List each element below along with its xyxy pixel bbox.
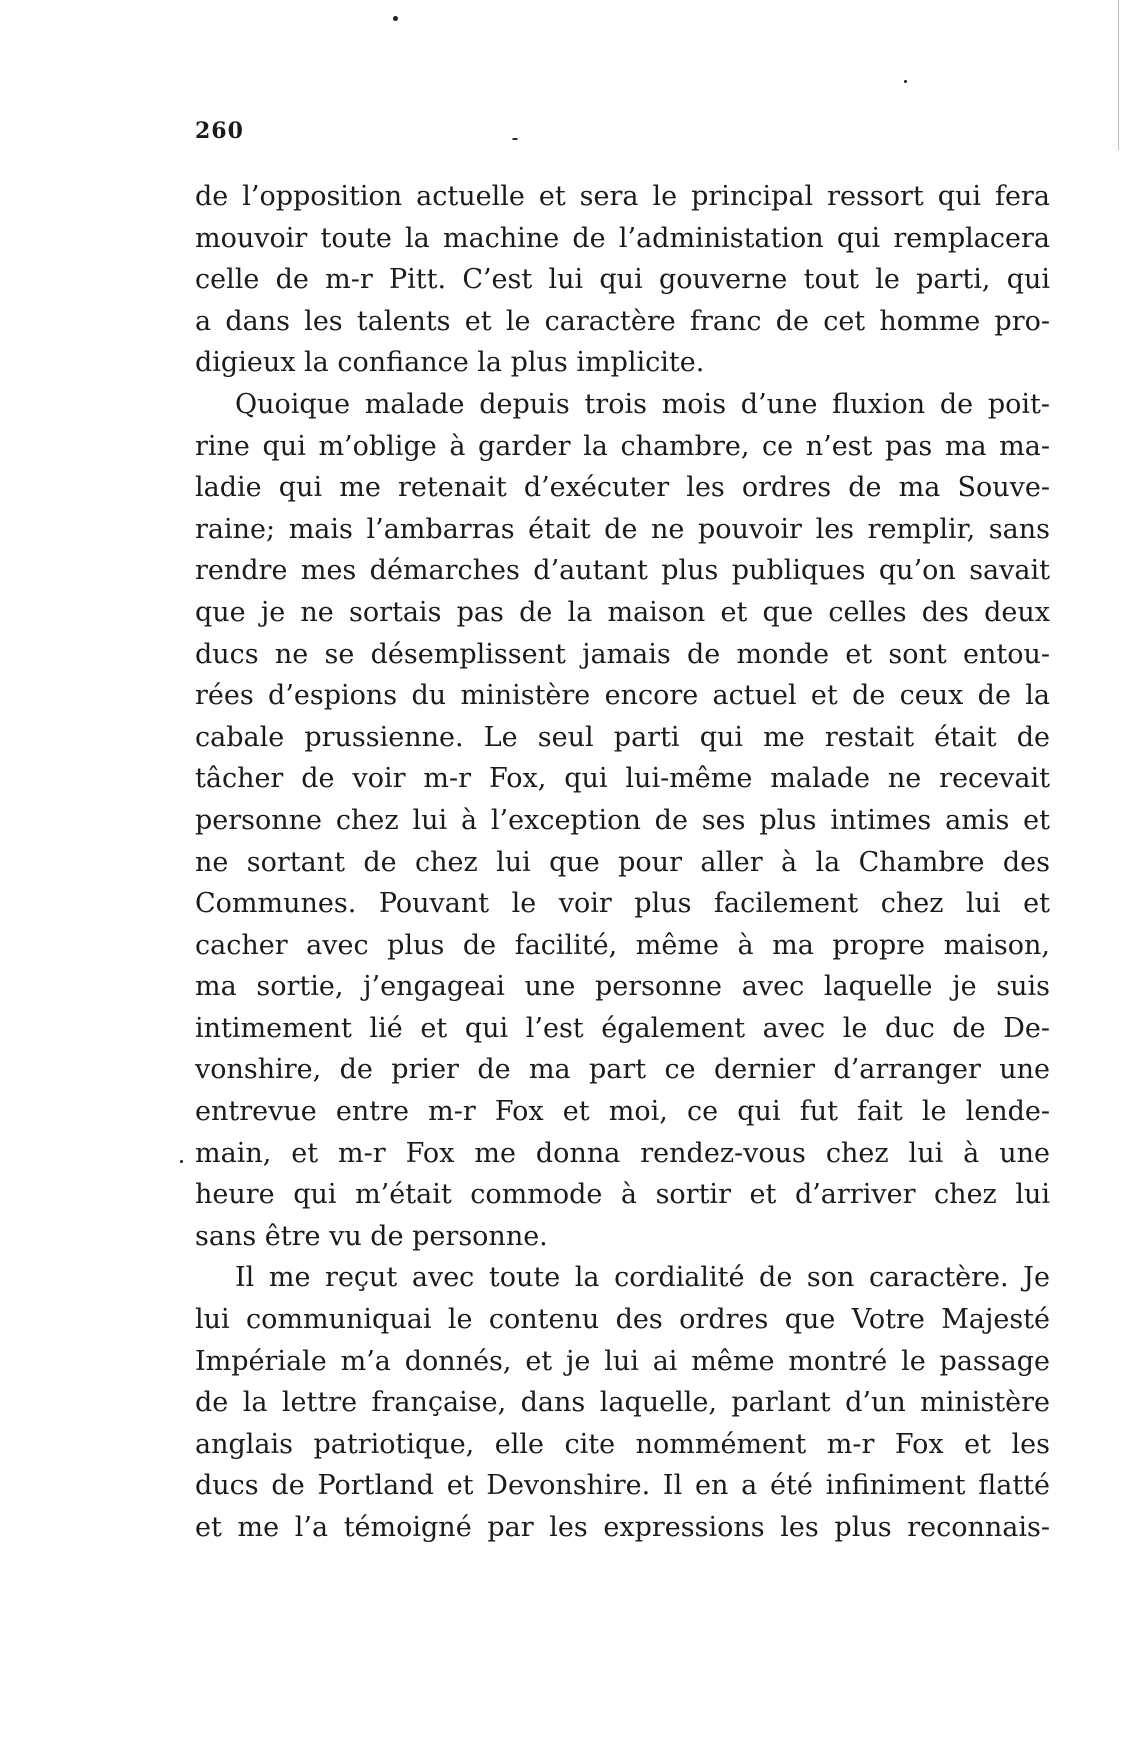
text-line: intimement lié et qui l’est également avec le duc de De- [195, 1012, 1050, 1044]
text-line: rendre mes démarches d’autant plus publiques qu’on savait [195, 555, 1050, 587]
print-speck [180, 1160, 183, 1163]
text-line: personne chez lui à l’exception de ses plus intimes amis et [195, 804, 1050, 836]
text-line: ne sortant de chez lui que pour aller à la Chambre des [195, 846, 1050, 878]
text-line: sans être vu de personne. [195, 1220, 548, 1252]
text-line: raine; mais l’ambarras était de ne pouvoir les remplir, sans [195, 513, 1050, 545]
text-line: heure qui m’était commode à sortir et d’arriver chez lui [195, 1179, 1050, 1211]
text-line: Impériale m’a donnés, et je lui ai même montré le passage [195, 1345, 1050, 1377]
text-line: de la lettre française, dans laquelle, parlant d’un ministère [195, 1387, 1050, 1419]
print-speck [393, 16, 398, 21]
print-speck [904, 80, 907, 83]
text-line: celle de m-r Pitt. C’est lui qui gouverne tout le parti, qui [195, 264, 1050, 296]
text-line: et me l’a témoigné par les expressions les plus reconnais- [195, 1512, 1050, 1543]
text-line: ducs ne se désemplissent jamais de monde et sont entou- [195, 638, 1050, 670]
text-line: Il me reçut avec toute la cordialité de son caractère. Je [235, 1262, 1050, 1294]
text-line: main, et m-r Fox me donna rendez-vous chez lui à une [195, 1137, 1050, 1169]
text-line: tâcher de voir m-r Fox, qui lui-même malade ne recevait [195, 763, 1050, 795]
text-line: Quoique malade depuis trois mois d’une fluxion de poit- [235, 388, 1050, 420]
text-line: ma sortie, j’engageai une personne avec laquelle je suis [195, 971, 1050, 1003]
text-line: anglais patriotique, elle cite nommément m-r Fox et les [195, 1428, 1050, 1460]
text-line: Communes. Pouvant le voir plus facilement chez lui et [195, 888, 1050, 920]
text-line: cabale prussienne. Le seul parti qui me restait était de [195, 721, 1050, 753]
text-line: digieux la confiance la plus implicite. [195, 347, 705, 379]
text-line: de l’opposition actuelle et sera le principal ressort qui fera [195, 181, 1050, 212]
text-line: lui communiquai le contenu des ordres que Votre Majesté [195, 1304, 1050, 1336]
text-line: cacher avec plus de facilité, même à ma propre maison, [195, 929, 1050, 961]
text-line: ducs de Portland et Devonshire. Il en a été infiniment flatté [195, 1470, 1050, 1502]
text-line: a dans les talents et le caractère franc de cet homme pro- [195, 305, 1050, 337]
body-text [195, 176, 1050, 1549]
page-number: 260 [195, 118, 244, 144]
text-line: vonshire, de prier de ma part ce dernier d’arranger une [195, 1054, 1050, 1086]
text-line: mouvoir toute la machine de l’administation qui remplacera [195, 222, 1050, 254]
text-line: entrevue entre m-r Fox et moi, ce qui fut fait le lende- [195, 1096, 1050, 1128]
text-line: que je ne sortais pas de la maison et que celles des deux [195, 596, 1050, 628]
text-line: ladie qui me retenait d’exécuter les ordres de ma Souve- [195, 472, 1050, 504]
text-line: rées d’espions du ministère encore actuel et de ceux de la [195, 680, 1050, 712]
text-line: rine qui m’oblige à garder la chambre, ce n’est pas ma ma- [195, 430, 1050, 462]
page-edge-shadow [1118, 0, 1119, 150]
print-speck [512, 138, 518, 140]
